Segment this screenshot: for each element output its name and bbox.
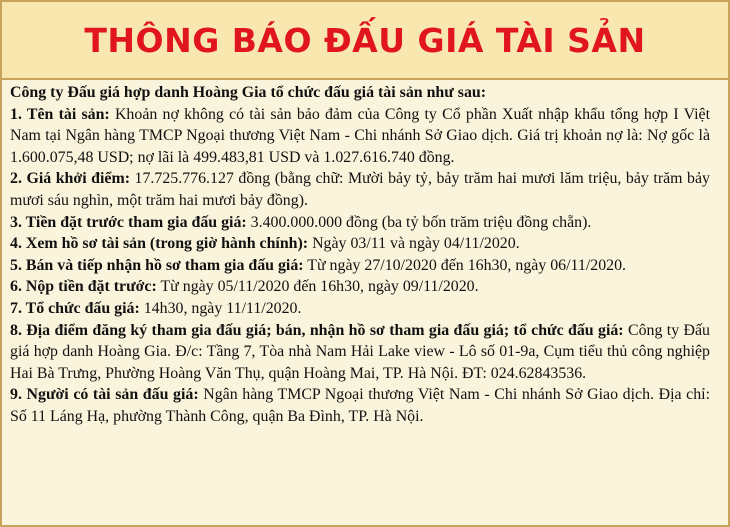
title-band [2,2,728,80]
item-label: 3. Tiền đặt trước tham gia đấu giá: [10,213,247,231]
item-auction-time [10,298,710,320]
item-deposit-payment [10,276,710,298]
item-text: Ngày 03/11 và ngày 04/11/2020. [308,235,520,253]
item-label: 9. Người có tài sản đấu giá: [10,386,199,404]
item-text: 3.400.000.000 đồng (ba tỷ bốn trăm triệu đồng chẵn). [246,213,592,231]
item-label: 2. Giá khởi điểm: [10,170,130,188]
item-sale-receipt [10,255,710,277]
item-text: Ngân hàng TMCP Ngoại thương Việt Nam - Chi nhánh Sở Giao dịch. Địa chỉ: Số 11 Láng Hạ, phường Thành Công, quận Ba Đình, TP. Hà Nội. [10,386,710,425]
notice-body [10,82,710,428]
item-text: 17.725.776.127 đồng (bằng chữ: Mười bảy tỷ, bảy trăm hai mươi lăm triệu, bảy trăm bảy mươi sáu nghìn, một trăm hai mươi bảy đồng). [10,170,711,209]
item-label: 1. Tên tài sản: [10,105,110,123]
item-label: 8. Địa điểm đăng ký tham gia đấu giá; bán, nhận hồ sơ tham gia đấu giá; tổ chức đấu giá: [10,321,624,339]
item-text: 14h30, ngày 11/11/2020. [139,299,302,317]
item-starting-price [10,168,710,211]
item-text: Công ty Đấu giá hợp danh Hoàng Gia. Đ/c: Tầng 7, Tòa nhà Nam Hải Lake view - Lô số 01-9a, Cụm tiểu thủ công nghiệp Hai Bà Trưng, Phường Hoàng Văn Thụ, quận Hoàng Mai, TP. Hà Nội. ĐT: 024.62843536. [10,321,710,382]
item-asset-owner [10,384,710,427]
item-deposit [10,212,710,234]
item-location [10,320,710,385]
item-asset-name [10,104,710,169]
item-label: 5. Bán và tiếp nhận hồ sơ tham gia đấu giá: [10,256,304,274]
item-label: 7. Tổ chức đấu giá: [10,299,140,317]
notice-title: THÔNG BÁO ĐẤU GIÁ TÀI SẢN [84,20,646,60]
item-view-documents [10,233,710,255]
notice-intro: Công ty Đấu giá hợp danh Hoàng Gia tổ chức đấu giá tài sản như sau: [10,84,487,101]
item-text: Khoản nợ không có tài sản bảo đảm của Công ty Cổ phần Xuất nhập khẩu tổng hợp I Việt Nam tại Ngân hàng TMCP Ngoại thương Việt Nam - Chi nhánh Sở Giao dịch. Giá trị khoản nợ là: Nợ gốc là 1.600.075,48 USD; nợ lãi là 499.483,81 USD và 1.027.616.740 đồng. [10,105,710,166]
item-label: 6. Nộp tiền đặt trước: [10,278,157,296]
item-text: Từ ngày 05/11/2020 đến 16h30, ngày 09/11/2020. [156,278,479,296]
item-text: Từ ngày 27/10/2020 đến 16h30, ngày 06/11/2020. [303,256,627,274]
item-label: 4. Xem hồ sơ tài sản (trong giờ hành chính): [10,235,309,253]
